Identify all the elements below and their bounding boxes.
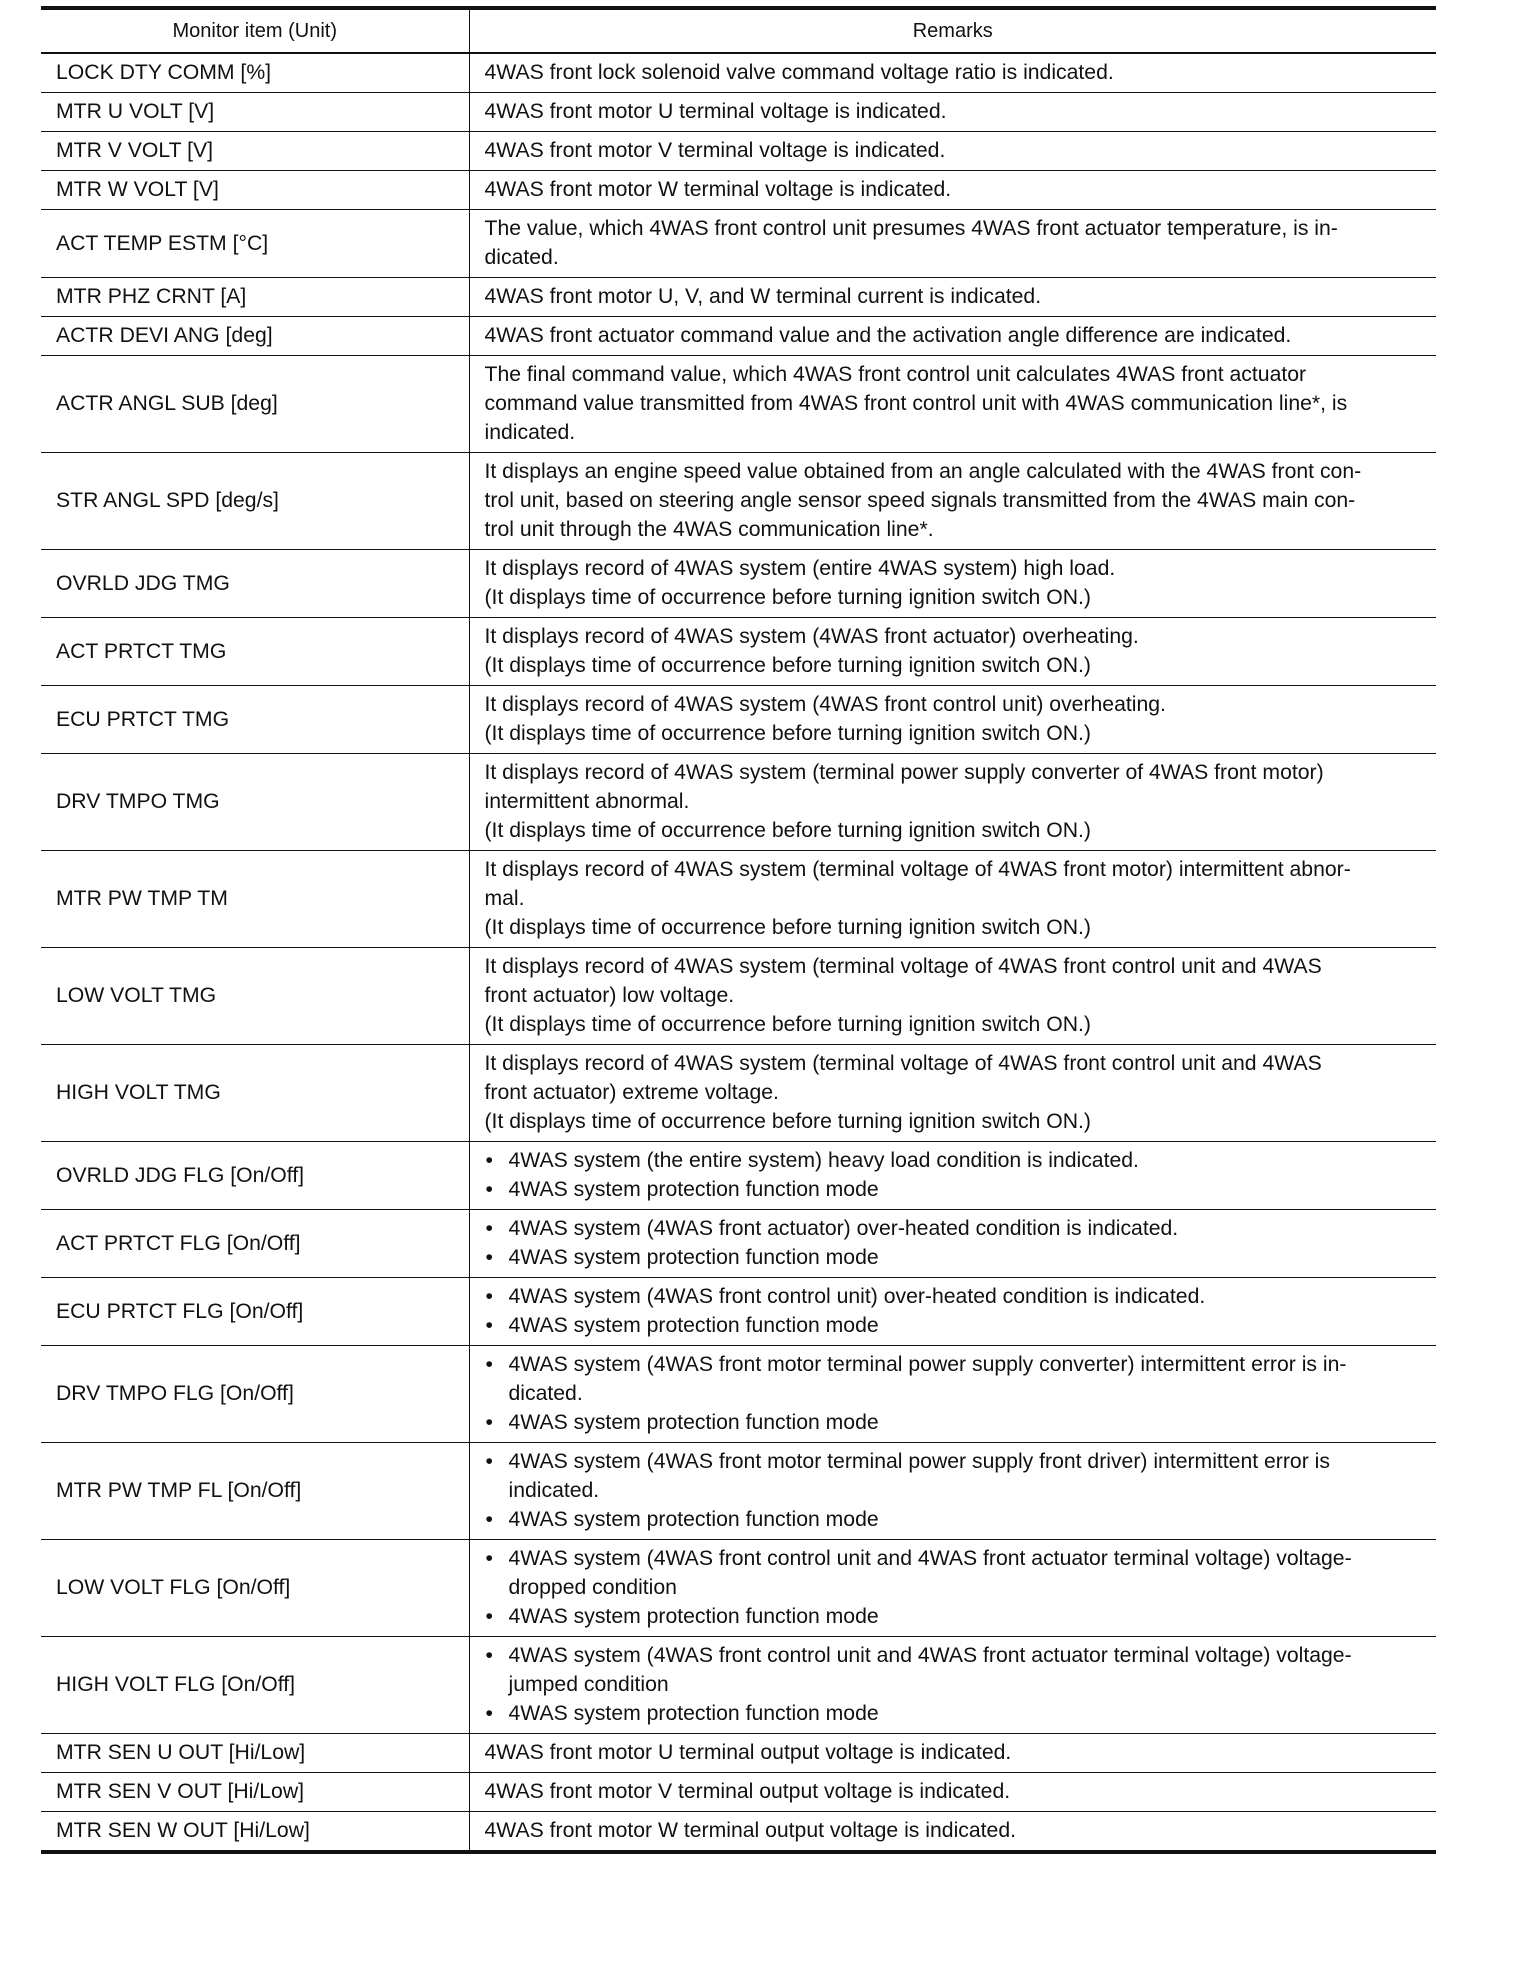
monitor-item-cell: OVRLD JDG TMG [41,550,469,618]
bullet-icon: • [485,1314,493,1337]
remark-line: 4WAS front motor V terminal output voltage is indicated. [484,1780,1011,1803]
remarks-cell [469,1278,1436,1346]
table-header-row [41,8,1436,53]
monitor-item-cell: HIGH VOLT TMG [41,1045,469,1142]
table-row [41,1045,1436,1142]
table-row [41,948,1436,1045]
remarks-cell [469,278,1436,317]
remarks-cell [469,754,1436,851]
table-row [41,453,1436,550]
bullet-item-line [485,1379,1431,1408]
bullet-icon: • [485,1547,493,1570]
remark-line: (It displays time of occurrence before turning ignition switch ON.) [484,1013,1091,1036]
remarks-cell [469,210,1436,278]
remark-line: trol unit, based on steering angle sensor speed signals transmitted from the 4WAS main con- [484,489,1356,512]
bullet-item-line [485,1350,1431,1379]
remark-line: (It displays time of occurrence before turning ignition switch ON.) [484,586,1091,609]
monitor-item-cell: MTR W VOLT [V] [41,171,469,210]
bullet-icon: • [485,1217,493,1240]
table-row [41,93,1436,132]
remarks-cell [469,1812,1436,1853]
table-row [41,1346,1436,1443]
table-row [41,171,1436,210]
bullet-item-line [485,1602,1431,1631]
monitor-items-table [41,6,1436,1854]
remark-line: indicated. [484,421,576,444]
remark-line: dicated. [484,246,559,269]
bullet-icon: • [485,1450,493,1473]
bullet-text: 4WAS system protection function mode [508,1178,879,1201]
monitor-item-cell: MTR PHZ CRNT [A] [41,278,469,317]
remark-line: 4WAS front motor W terminal output voltage is indicated. [484,1819,1016,1842]
remarks-cell [469,132,1436,171]
table-row [41,278,1436,317]
table-row [41,1812,1436,1853]
remark-line: mal. [484,887,525,910]
monitor-item-cell: ACT PRTCT TMG [41,618,469,686]
remark-line: It displays record of 4WAS system (terminal voltage of 4WAS front control unit and 4WAS [484,955,1322,978]
monitor-item-cell: DRV TMPO FLG [On/Off] [41,1346,469,1443]
bullet-text: 4WAS system (4WAS front control unit and 4WAS front actuator terminal voltage) voltage- [508,1644,1352,1667]
bullet-icon: • [485,1644,493,1667]
monitor-item-cell: ECU PRTCT FLG [On/Off] [41,1278,469,1346]
remark-line: It displays an engine speed value obtained from an angle calculated with the 4WAS front con- [484,460,1362,483]
bullet-item-line [485,1670,1431,1699]
remark-line: The value, which 4WAS front control unit presumes 4WAS front actuator temperature, is in- [484,217,1338,240]
remark-line: It displays record of 4WAS system (terminal power supply converter of 4WAS front motor) [484,761,1324,784]
table-row [41,618,1436,686]
remark-line: front actuator) low voltage. [484,984,735,1007]
bullet-text: indicated. [508,1479,600,1502]
remarks-cell [469,453,1436,550]
remarks-cell [469,93,1436,132]
monitor-item-cell: MTR SEN U OUT [Hi/Low] [41,1734,469,1773]
bullet-item-line [485,1282,1431,1311]
table-row [41,550,1436,618]
remarks-cell [469,1637,1436,1734]
bullet-text: 4WAS system protection function mode [508,1605,879,1628]
bullet-item-line [485,1447,1431,1476]
table-row [41,754,1436,851]
monitor-item-cell: MTR SEN W OUT [Hi/Low] [41,1812,469,1853]
remarks-cell [469,1773,1436,1812]
monitor-item-cell: MTR PW TMP FL [On/Off] [41,1443,469,1540]
remark-line: 4WAS front motor V terminal voltage is indicated. [484,139,946,162]
bullet-text: 4WAS system (the entire system) heavy load condition is indicated. [508,1149,1139,1172]
bullet-item-line [485,1505,1431,1534]
table-row [41,1142,1436,1210]
bullet-item-line [485,1243,1431,1272]
table-row [41,53,1436,93]
remark-line: 4WAS front motor W terminal voltage is indicated. [484,178,952,201]
monitor-item-cell: STR ANGL SPD [deg/s] [41,453,469,550]
bullet-icon: • [485,1508,493,1531]
table-row [41,1443,1436,1540]
table-row [41,1540,1436,1637]
remark-line: 4WAS front motor U terminal output voltage is indicated. [484,1741,1012,1764]
monitor-item-cell: MTR PW TMP TM [41,851,469,948]
monitor-item-cell: ACT TEMP ESTM [°C] [41,210,469,278]
remarks-cell [469,948,1436,1045]
bullet-text: 4WAS system protection function mode [508,1246,879,1269]
remark-line: (It displays time of occurrence before turning ignition switch ON.) [484,654,1091,677]
remark-line: (It displays time of occurrence before turning ignition switch ON.) [484,916,1091,939]
bullet-item-line [485,1175,1431,1204]
monitor-item-cell: LOW VOLT FLG [On/Off] [41,1540,469,1637]
remark-line: (It displays time of occurrence before turning ignition switch ON.) [484,1110,1091,1133]
remark-line: front actuator) extreme voltage. [484,1081,779,1104]
remark-line: The final command value, which 4WAS front control unit calculates 4WAS front actuator [484,363,1307,386]
table-row [41,317,1436,356]
bullet-item-line [485,1146,1431,1175]
remarks-cell [469,1540,1436,1637]
bullet-text: dicated. [508,1382,583,1405]
remarks-cell [469,356,1436,453]
bullet-icon: • [485,1178,493,1201]
bullet-item-line [485,1641,1431,1670]
bullet-text: 4WAS system (4WAS front motor terminal power supply converter) intermittent error is in- [508,1353,1347,1376]
bullet-item-line [485,1408,1431,1437]
bullet-text: 4WAS system (4WAS front motor terminal power supply front driver) intermittent error is [508,1450,1330,1473]
remarks-cell [469,1210,1436,1278]
bullet-item-line [485,1476,1431,1505]
table-row [41,1773,1436,1812]
remarks-cell [469,618,1436,686]
table-row [41,356,1436,453]
remarks-cell [469,1142,1436,1210]
remarks-cell [469,1346,1436,1443]
remarks-cell [469,1443,1436,1540]
bullet-item-line [485,1573,1431,1602]
monitor-item-cell: ACT PRTCT FLG [On/Off] [41,1210,469,1278]
column-header-remarks: Remarks [469,8,1436,53]
monitor-item-cell: ACTR DEVI ANG [deg] [41,317,469,356]
remark-line: It displays record of 4WAS system (terminal voltage of 4WAS front motor) intermittent abnor- [484,858,1351,881]
remark-line: It displays record of 4WAS system (terminal voltage of 4WAS front control unit and 4WAS [484,1052,1322,1075]
table-row [41,1278,1436,1346]
bullet-text: 4WAS system protection function mode [508,1508,879,1531]
monitor-item-cell: OVRLD JDG FLG [On/Off] [41,1142,469,1210]
remark-line: 4WAS front motor U terminal voltage is indicated. [484,100,947,123]
remark-line: It displays record of 4WAS system (4WAS front control unit) overheating. [484,693,1166,716]
bullet-text: dropped condition [508,1576,677,1599]
remarks-cell [469,317,1436,356]
remark-line: It displays record of 4WAS system (4WAS front actuator) overheating. [484,625,1139,648]
bullet-text: 4WAS system protection function mode [508,1702,879,1725]
remarks-cell [469,1734,1436,1773]
remarks-cell [469,171,1436,210]
table-row [41,851,1436,948]
remarks-cell [469,851,1436,948]
bullet-item-line [485,1544,1431,1573]
bullet-text: 4WAS system (4WAS front actuator) over-heated condition is indicated. [508,1217,1179,1240]
table-row [41,1210,1436,1278]
remark-line: (It displays time of occurrence before turning ignition switch ON.) [484,819,1091,842]
monitor-item-cell: MTR U VOLT [V] [41,93,469,132]
bullet-text: 4WAS system (4WAS front control unit) over-heated condition is indicated. [508,1285,1206,1308]
bullet-icon: • [485,1246,493,1269]
column-header-monitor-item: Monitor item (Unit) [41,8,469,53]
monitor-item-cell: ACTR ANGL SUB [deg] [41,356,469,453]
bullet-text: 4WAS system protection function mode [508,1314,879,1337]
remarks-cell [469,686,1436,754]
bullet-icon: • [485,1702,493,1725]
monitor-item-cell: HIGH VOLT FLG [On/Off] [41,1637,469,1734]
remark-line: trol unit through the 4WAS communication line*. [484,518,934,541]
remarks-cell [469,1045,1436,1142]
remark-line: intermittent abnormal. [484,790,690,813]
remark-line: 4WAS front actuator command value and the activation angle difference are indicated. [484,324,1292,347]
bullet-icon: • [485,1353,493,1376]
monitor-item-cell: DRV TMPO TMG [41,754,469,851]
bullet-icon: • [485,1285,493,1308]
table-row [41,132,1436,171]
monitor-item-cell: LOCK DTY COMM [%] [41,53,469,93]
table-row [41,1637,1436,1734]
monitor-table-container [41,6,1436,1854]
remark-line: (It displays time of occurrence before turning ignition switch ON.) [484,722,1091,745]
monitor-item-cell: MTR V VOLT [V] [41,132,469,171]
bullet-item-line [485,1699,1431,1728]
bullet-text: 4WAS system protection function mode [508,1411,879,1434]
remark-line: It displays record of 4WAS system (entire 4WAS system) high load. [484,557,1116,580]
bullet-text: jumped condition [508,1673,669,1696]
monitor-item-cell: LOW VOLT TMG [41,948,469,1045]
remarks-cell [469,53,1436,93]
table-row [41,210,1436,278]
bullet-icon: • [485,1411,493,1434]
bullet-item-line [485,1214,1431,1243]
remarks-cell [469,550,1436,618]
bullet-icon: • [485,1149,493,1172]
table-row [41,686,1436,754]
remark-line: 4WAS front motor U, V, and W terminal current is indicated. [484,285,1042,308]
bullet-item-line [485,1311,1431,1340]
table-body [41,53,1436,1852]
remark-line: command value transmitted from 4WAS front control unit with 4WAS communication line*, is [484,392,1348,415]
bullet-text: 4WAS system (4WAS front control unit and 4WAS front actuator terminal voltage) voltage- [508,1547,1352,1570]
bullet-icon: • [485,1605,493,1628]
monitor-item-cell: MTR SEN V OUT [Hi/Low] [41,1773,469,1812]
table-row [41,1734,1436,1773]
monitor-item-cell: ECU PRTCT TMG [41,686,469,754]
remark-line: 4WAS front lock solenoid valve command voltage ratio is indicated. [484,61,1114,84]
